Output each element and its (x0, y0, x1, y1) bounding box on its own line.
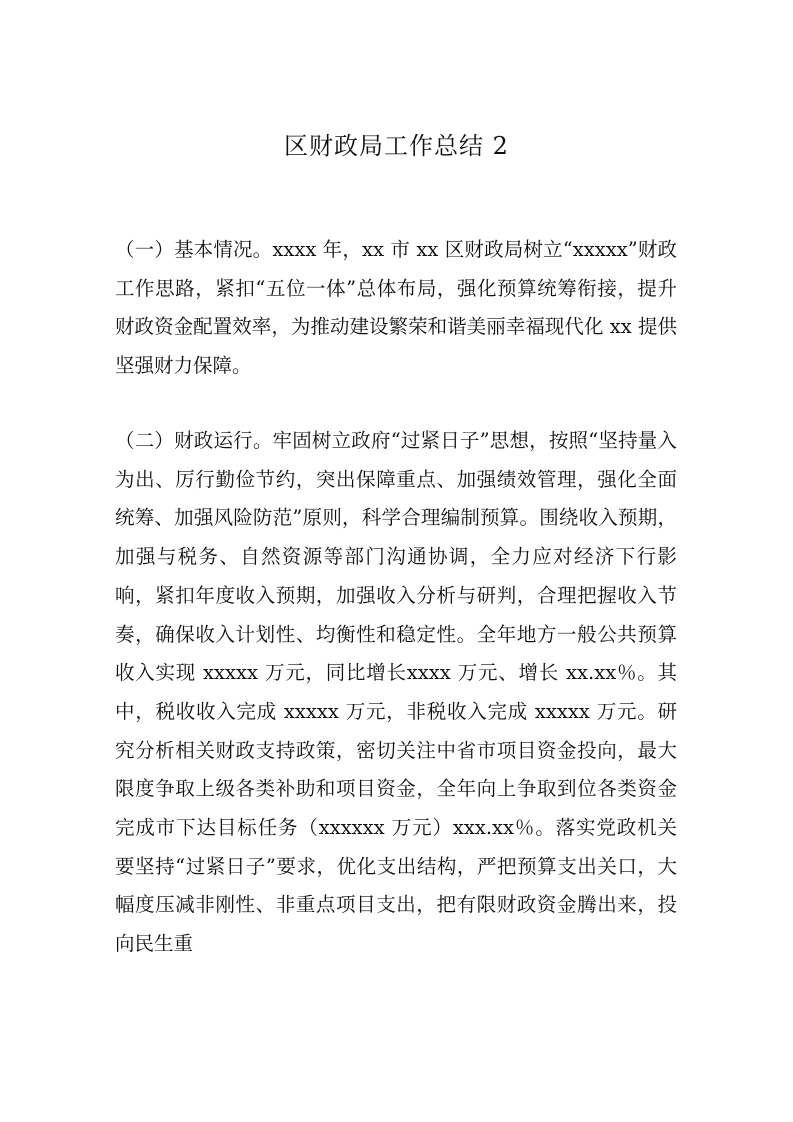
document-title: 区财政局工作总结 2 (284, 132, 509, 160)
paragraph-fiscal-operation: （二）财政运行。牢固树立政府“过紧日子”思想，按照“坚持量入为出、厉行勤俭节约，突出保障重点、加强绩效管理，强化全面统筹、加强风险防范”原则，科学合理编制预算。围绕收入预期，加强与税务、自然资源等部门沟通协调，全力应对经济下行影响，紧扣年度收入预期，加强收入分析与研判，合理把握收入节奏，确保收入计划性、均衡性和稳定性。全年地方一般公共预算收入实现 xxxxx 万元，同比增长xxxx 万元、增长 xx.xx％。其中，税收收入完成 xxxxx 万元，非税收入完成 xxxxx 万元。研究分析相关财政支持政策，密切关注中省市项目资金投向，最大限度争取上级各类补助和项目资金，全年向上争取到位各类资金完成市下达目标任务（xxxxxx 万元）xxx.xx％。落实党政机关要坚持“过紧日子”要求，优化支出结构，严把预算支出关口，大幅度压减非刚性、非重点项目支出，把有限财政资金腾出来，投向民生重 (115, 429, 677, 956)
paragraph-basic-situation: （一）基本情况。xxxx 年，xx 市 xx 区财政局树立“xxxxx”财政工作思路，紧扣“五位一体”总体布局，强化预算统筹衔接，提升财政资金配置效率，为推动建设繁荣和谐美丽幸福现代化 xx 提供坚强财力保障。 (115, 238, 677, 378)
